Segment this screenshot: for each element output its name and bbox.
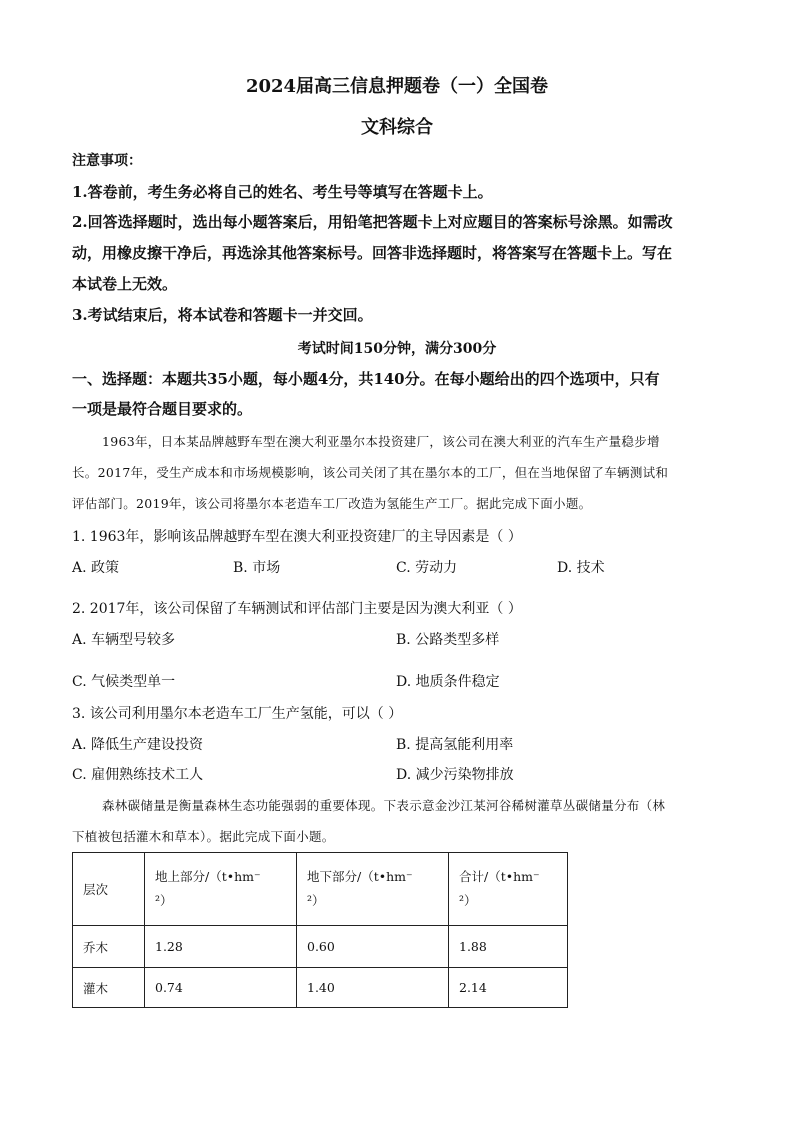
question-3-option-b: B. 提高氢能利用率 [396,737,514,753]
question-2-option-d: D. 地质条件稳定 [396,674,500,690]
table-header-text: ²） [307,893,325,908]
notes-item-3: 3.考试结束后，将本试卷和答题卡一并交回。 [72,306,373,324]
table-cell: 1.28 [145,926,297,968]
table-cell: 乔木 [73,926,145,968]
notes-item-1: 1.答卷前，考生务必将自己的姓名、考生号等填写在答题卡上。 [72,183,493,201]
table-header-cell [449,853,568,926]
exam-title: 2024届高三信息押题卷（一）全国卷 [245,76,549,97]
table-header-row [73,853,568,926]
table-cell: 0.74 [145,968,297,1008]
question-2-option-c: C. 气候类型单一 [72,674,176,690]
question-3-option-d: D. 减少污染物排放 [396,767,514,783]
question-2-stem: 2. 2017年，该公司保留了车辆测试和评估部门主要是因为澳大利亚（ ） [72,601,522,617]
notes-heading: 注意事项： [72,153,142,169]
passage-1-line-2: 长。2017年，受生产成本和市场规模影响，该公司关闭了其在墨尔本的工厂，但在当地保留了车辆测试和 [72,465,669,480]
table-header-text: 地下部分/（t•hm⁻ [307,869,413,884]
notes-item-2-line-1: 2.回答选择题时，选出每小题答案后，用铅笔把答题卡上对应题目的答案标号涂黑。如需改 [72,213,673,231]
table-header-text: ²） [459,893,477,908]
notes-item-2-line-3: 本试卷上无效。 [72,275,178,293]
section-heading-line-1: 一、选择题：本题共35小题，每小题4分，共140分。在每小题给出的四个选项中，只有 [72,370,660,388]
carbon-storage-table [72,852,568,1008]
notes-item-2-line-2: 动，用橡皮擦干净后，再选涂其他答案标号。回答非选择题时，将答案写在答题卡上。写在 [72,244,673,262]
question-2-option-a: A. 车辆型号较多 [72,632,176,648]
table-cell: 1.88 [449,926,568,968]
question-3-option-a: A. 降低生产建设投资 [72,737,204,753]
table-header-cell [297,853,449,926]
question-1-stem: 1. 1963年，影响该品牌越野车型在澳大利亚投资建厂的主导因素是（ ） [72,529,522,545]
table-cell: 0.60 [297,926,449,968]
exam-info: 考试时间150分钟，满分300分 [297,341,497,357]
question-1-option-d: D. 技术 [557,560,605,576]
table-cell: 1.40 [297,968,449,1008]
passage-1-line-3: 评估部门。2019年，该公司将墨尔本老造车工厂改造为氢能生产工厂。据此完成下面小题。 [72,496,592,511]
table-header-text: 地上部分/（t•hm⁻ [155,869,261,884]
question-3-option-c: C. 雇佣熟练技术工人 [72,767,204,783]
section-heading-line-2: 一项是最符合题目要求的。 [72,400,253,418]
passage-1-line-1: 1963年，日本某品牌越野车型在澳大利亚墨尔本投资建厂，该公司在澳大利亚的汽车生产量稳步增 [102,434,660,449]
table-header-text: 合计/（t•hm⁻ [459,869,540,884]
exam-subtitle: 文科综合 [361,117,433,138]
table-header-text: ²） [155,893,173,908]
table-row [73,968,568,1008]
question-1-option-a: A. 政策 [72,560,120,576]
table-header-cell [145,853,297,926]
table-cell: 灌木 [73,968,145,1008]
table-cell: 2.14 [449,968,568,1008]
passage-2-line-1: 森林碳储量是衡量森林生态功能强弱的重要体现。下表示意金沙江某河谷稀树灌草丛碳储量分布（林 [102,798,666,813]
table-row [73,926,568,968]
question-1-option-b: B. 市场 [233,560,281,576]
question-3-stem: 3. 该公司利用墨尔本老造车工厂生产氢能，可以（ ） [72,706,403,722]
question-2-option-b: B. 公路类型多样 [396,632,500,648]
question-1-option-c: C. 劳动力 [396,560,458,576]
passage-2-line-2: 下植被包括灌木和草本）。据此完成下面小题。 [72,829,335,844]
table-header-cell: 层次 [73,853,145,926]
